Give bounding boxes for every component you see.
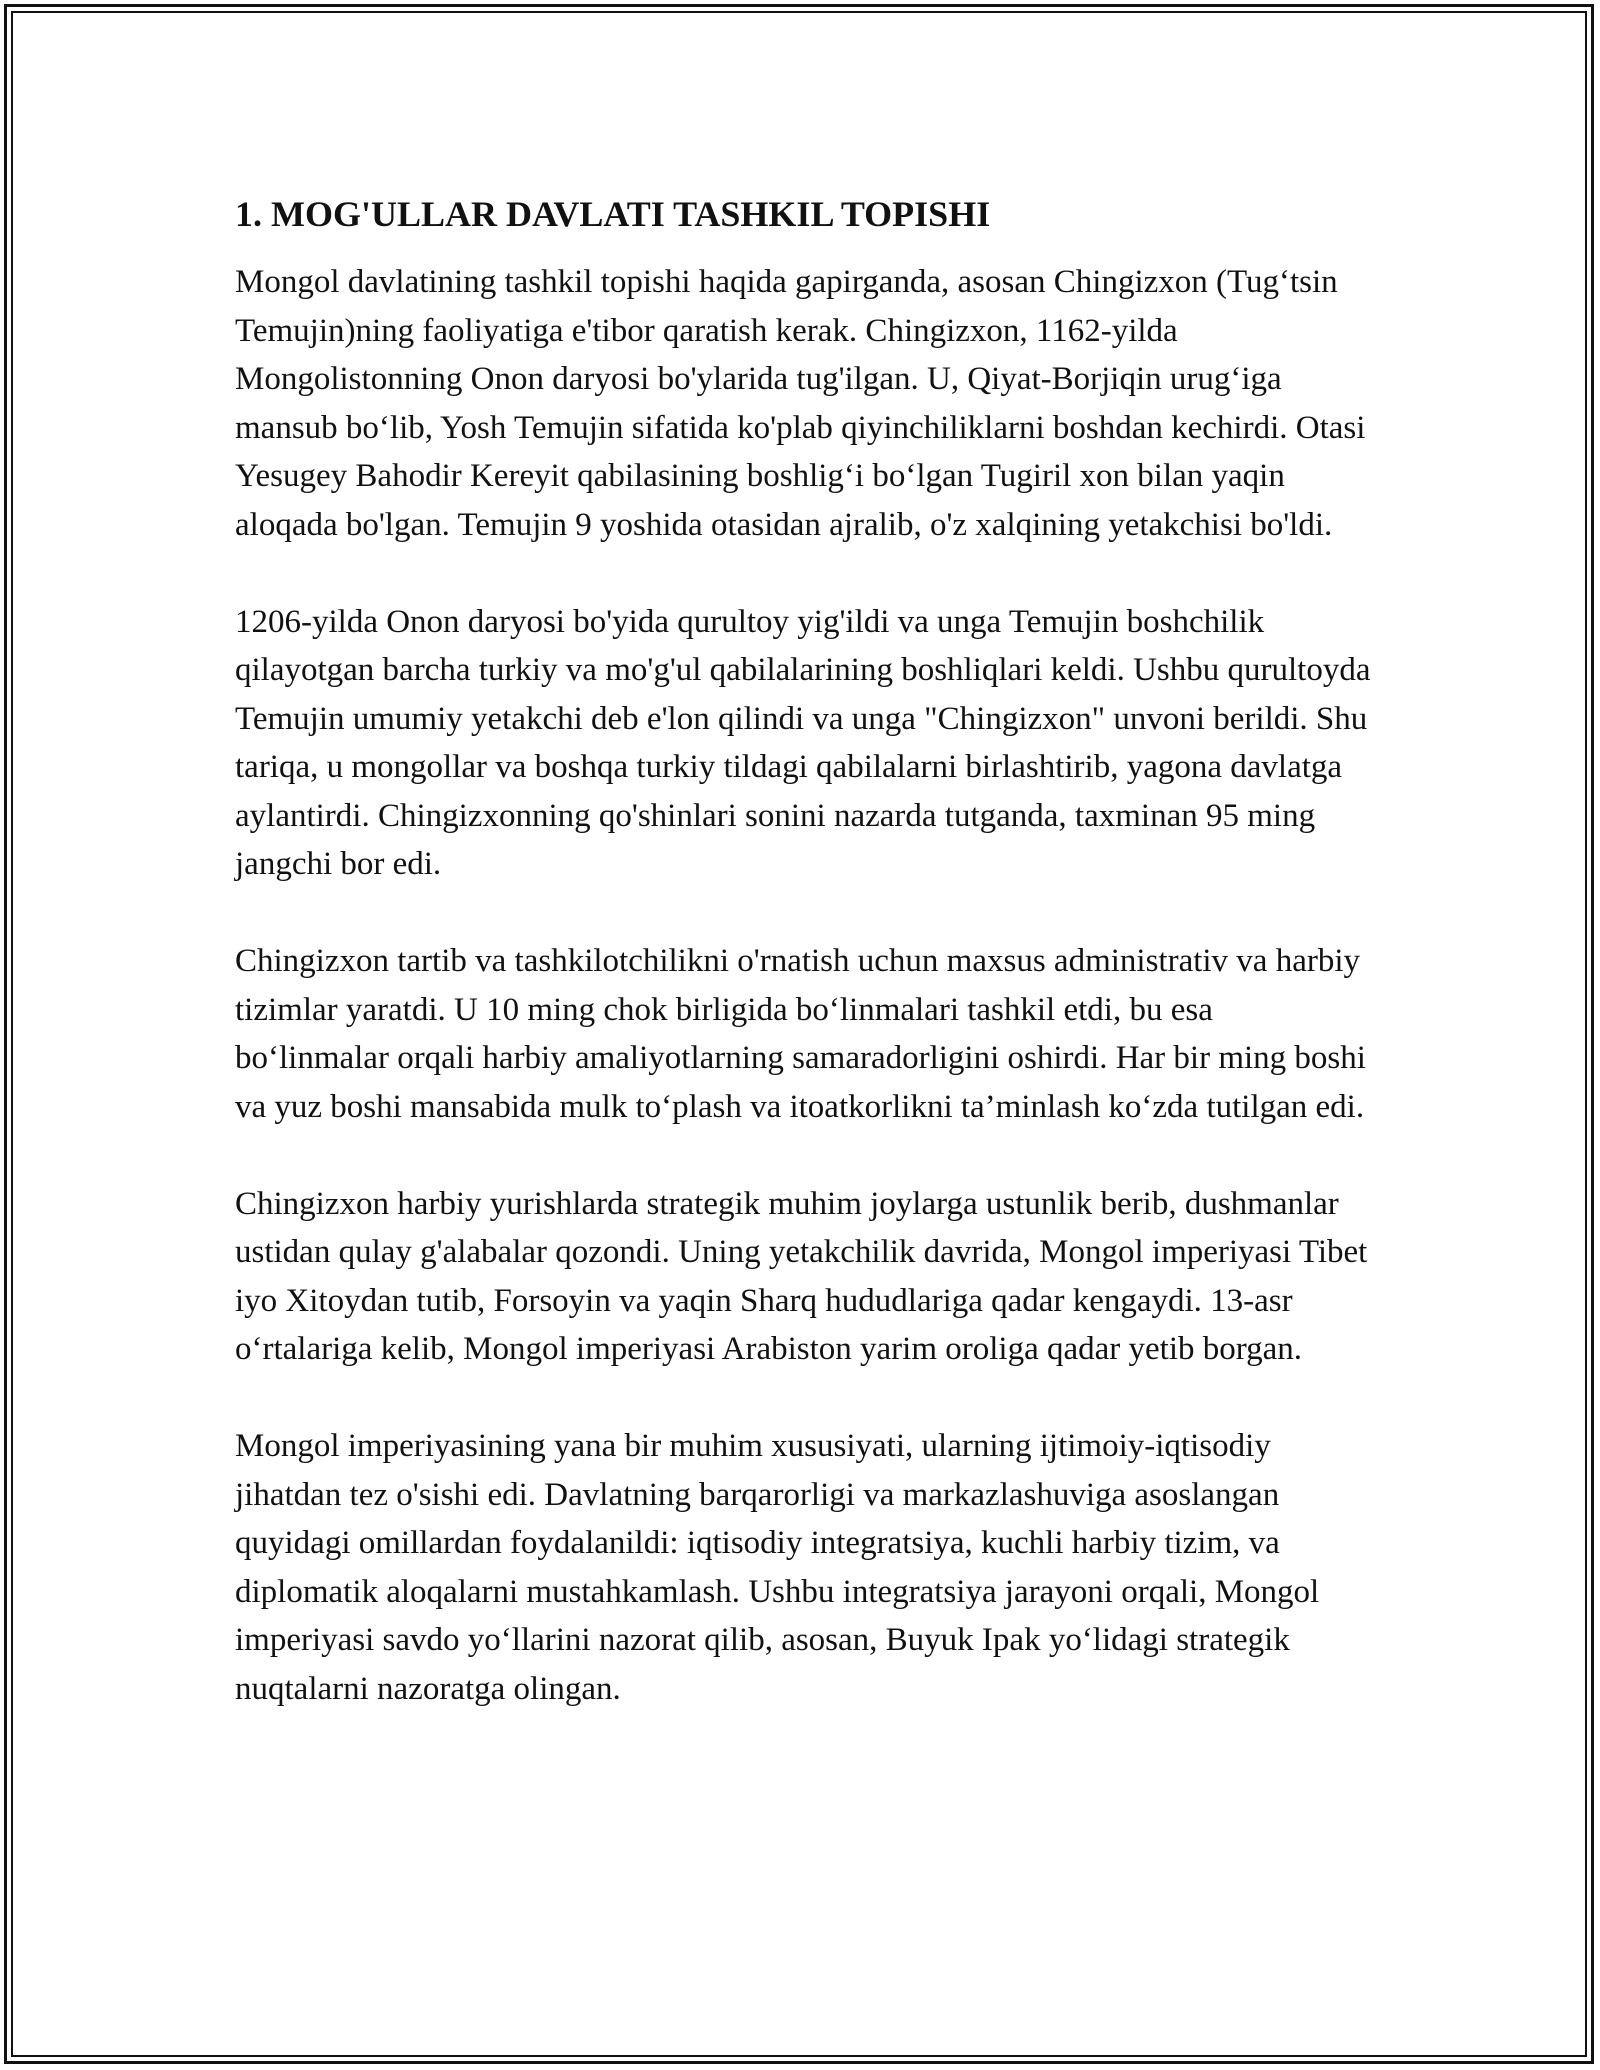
paragraph-2: 1206-yilda Onon daryosi bo'yida qurultoy yig'ildi va unga Temujin boshchilik qilayotgan barcha turkiy va mo'g'ul qabilalarining boshliqlari keldi. Ushbu qurultoyda Temujin umumiy yetakchi deb e'lon qilindi va unga "Chingizxon" unvoni berildi. Shu tariqa, u mongollar va boshqa turkiy tildagi qabilalarni birlashtirib, yagona davlatga aylantirdi. Chingizxonning qo'shinlari sonini nazarda tutganda, taxminan 95 ming jangchi bor edi.	[235, 603, 1371, 882]
paragraph-5: Mongol imperiyasining yana bir muhim xususiyati, ularning ijtimoiy-iqtisodiy jihatdan tez o'sishi edi. Davlatning barqarorligi va markazlashuviga asoslangan quyidagi omillardan foydalanildi: iqtisodiy integratsiya, kuchli harbiy tizim, va diplomatik aloqalarni mustahkamlash. Ushbu integratsiya jarayoni orqali, Mongol imperiyasi savdo yo‘llarini nazorat qilib, asosan, Buyuk Ipak yo‘lidagi strategik nuqtalarni nazoratga olingan.	[235, 1428, 1320, 1707]
document-body	[235, 188, 1375, 1713]
paragraph-3: Chingizxon tartib va tashkilotchilikni o'rnatish uchun maxsus administrativ va harbiy tizimlar yaratdi. U 10 ming chok birligida bo‘linmalari tashkil etdi, bu esa bo‘linmalar orqali harbiy amaliyotlarning samaradorligini oshirdi. Har bir ming boshi va yuz boshi mansabida mulk to‘plash va itoatkorlikni ta’minlash ko‘zda tutilgan edi.	[235, 943, 1366, 1125]
paragraph-4: Chingizxon harbiy yurishlarda strategik muhim joylarga ustunlik berib, dushmanlar ustidan qulay g'alabalar qozondi. Uning yetakchilik davrida, Mongol imperiyasi Tibet iyo Xitoydan tutib, Forsoyin va yaqin Sharq hududlariga qadar kengaydi. 13-asr o‘rtalariga kelib, Mongol imperiyasi Arabiston yarim oroliga qadar yetib borgan.	[235, 1185, 1368, 1367]
paragraph-1: Mongol davlatining tashkil topishi haqida gapirganda, asosan Chingizxon (Tug‘tsin Temujin)ning faoliyatiga e'tibor qaratish kerak. Chingizxon, 1162-yilda Mongolistonning Onon daryosi bo'ylarida tug'ilgan. U, Qiyat-Borjiqin urug‘iga mansub bo‘lib, Yosh Temujin sifatida ko'plab qiyinchiliklarni boshdan kechirdi. Otasi Yesugey Bahodir Kereyit qabilasining boshlig‘i bo‘lgan Tugiril xon bilan yaqin aloqada bo'lgan. Temujin 9 yoshida otasidan ajralib, o'z xalqining yetakchisi bo'ldi.	[235, 264, 1366, 543]
section-heading: 1. MOG'ULLAR DAVLATI TASHKIL TOPISHI	[235, 194, 991, 234]
